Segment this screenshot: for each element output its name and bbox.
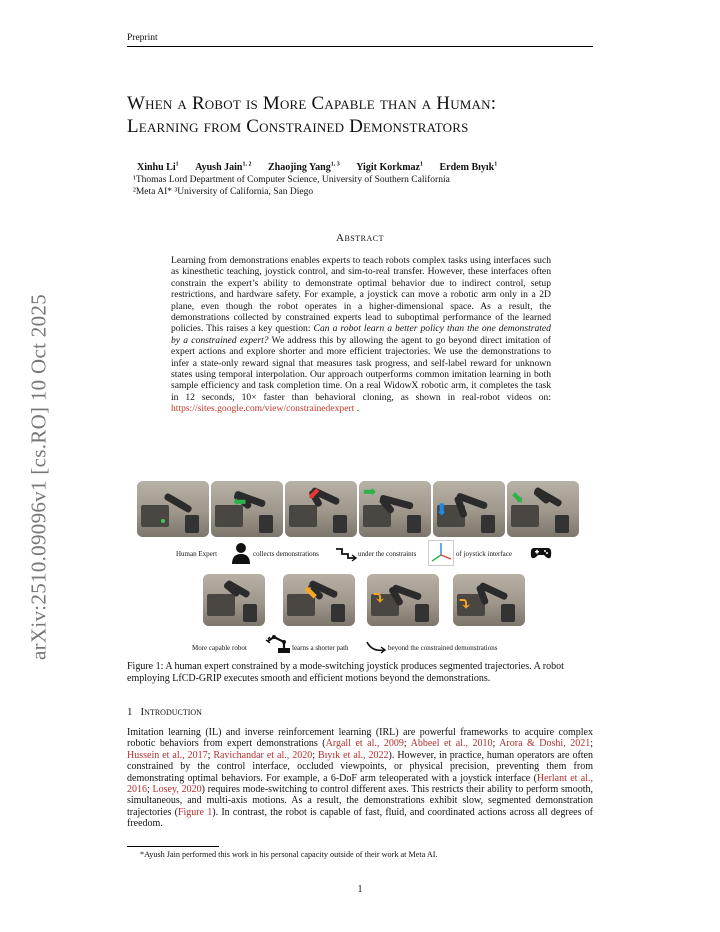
page-number: 1 <box>357 884 363 895</box>
author: Xinhu Li$^1$ <box>137 162 179 174</box>
title-line-1: When a Robot is More Capable than a Human: <box>127 93 497 114</box>
figure-panel-1 <box>137 481 209 537</box>
figure-caption: Figure 1: A human expert constrained by a mode-switching joystick produces segmented trajectories. A robot employing LfCD-GRIP executes smooth and efficient motions beyond the demonstrations. <box>127 661 564 684</box>
citation-link[interactable]: Bıyık et al., 2022 <box>317 749 389 761</box>
label-collects: collects demonstrations <box>253 550 319 558</box>
abstract-heading: Abstract <box>336 232 384 244</box>
label-learns-shorter-path: learns a shorter path <box>292 644 349 652</box>
figure-panel-3 <box>285 481 357 537</box>
running-head: Preprint <box>127 33 158 43</box>
gamepad-icon <box>530 546 552 560</box>
arrow-right-icon: ➡ <box>363 484 377 501</box>
citation-link[interactable]: Argall et al., 2009 <box>325 738 404 750</box>
label-joystick: of joystick interface <box>456 550 512 558</box>
affiliation-line-2: ²Meta AI* ³University of California, San Diego <box>133 187 314 197</box>
citation-link[interactable]: Abbeel et al., 2010 <box>410 738 493 750</box>
curved-arrow-icon: ⬉ <box>303 582 319 602</box>
arrow-left-icon: ⬅ <box>233 494 247 511</box>
footnote-rule <box>127 846 219 847</box>
arrow-down-icon: ⬇ <box>435 502 449 519</box>
robot-arm-icon <box>264 634 292 654</box>
arrow-right-down-icon: ⬊ <box>511 490 525 507</box>
figure-panel-4 <box>359 481 431 537</box>
curved-arrow-icon: ⤵ <box>371 588 387 608</box>
affiliation-line-1: ¹Thomas Lord Department of Computer Science, University of Southern California <box>133 175 450 185</box>
figure-panel-9 <box>367 574 439 626</box>
label-beyond-demonstrations: beyond the constrained demonstrations <box>388 644 498 652</box>
figure-panel-5 <box>433 481 505 537</box>
abstract-body: Learning from demonstrations enables experts to teach robots complex tasks using interfaces such as kinesthetic teaching, joystick control, and sim-to-real transfer. However, these interfaces often constrain the expert’s ability to demonstrate optimal behavior due to indirect control, setup restrictions, and hardware safety. For example, a joystick can move a robotic arm only in a 2D plane, even though the robot operates in a higher-dimensional space. As a result, the demonstrations collected by constrained experts lead to suboptimal performance of the learned policies. This raises a key question: Can a robot learn a better policy than the one demonstrated by a constrained expert? We address this by allowing the agent to go beyond direct imitation of expert actions and explore shorter and more efficient trajectories. We use the demonstrations to infer a state-only reward signal that measures task progress, and self-label reward for unknown states using temporal interpolation. Our approach outperforms common imitation learning in both sample efficiency and task completion time. On a real WidowX robotic arm, it completes the task in 12 seconds, 10× faster than behavioral cloning, as shown in real-robot videos on: https://sites.google.com/view/constrainedexpert . <box>171 255 551 415</box>
axes-icon <box>428 540 454 566</box>
label-human-expert: Human Expert <box>176 550 218 558</box>
figure-panel-8 <box>283 574 355 626</box>
project-url-link[interactable]: https://sites.google.com/view/constrainedexpert <box>171 403 355 415</box>
figure-panel-2 <box>211 481 283 537</box>
label-constraints: under the constraints <box>358 550 417 558</box>
citation-link[interactable]: Herlant et al., 2016 <box>127 772 593 796</box>
section-heading: 1 Introduction <box>127 706 202 718</box>
figure-panel-10 <box>453 574 525 626</box>
title-line-2: Learning from Constrained Demonstrators <box>127 116 469 137</box>
curved-path-icon <box>366 640 388 654</box>
paper-title <box>127 92 607 138</box>
intro-paragraph: Imitation learning (IL) and inverse reinforcement learning (IRL) are powerful frameworks to acquire complex robotic behaviors from expert demonstrations (Argall et al., 2009; Abbeel et al., 2010; Arora & Doshi, 2021; Hussein et al., 2017; Ravichandar et al., 2020; Bıyık et al., 2022). However, in practice, human operators are often constrained by the control interface, occluded viewpoints, or physical precision, preventing them from demonstrating optimal behaviors. For example, a 6-DoF arm teleoperated with a joystick interface (Herlant et al., 2016; Losey, 2020) requires mode-switching to control different axes. This restricts their ability to perform smooth, simultaneous, and multi-axis motions. As a result, the demonstrations exhibit slow, segmented demonstration trajectories (Figure 1). In contrast, the robot is capable of fast, fluid, and coordinated actions across all degrees of freedom. <box>127 727 594 830</box>
arrow-diagonal-icon: ⬋ <box>307 486 321 503</box>
figure-reference-link[interactable]: Figure 1 <box>177 806 213 818</box>
arxiv-stamp: arXiv:2510.09096v1 [cs.RO] 10 Oct 2025 <box>26 293 51 661</box>
curved-arrow-icon: ⤵ <box>457 594 473 614</box>
segmented-path-icon <box>335 546 357 562</box>
citation-link[interactable]: Hussein et al., 2017 <box>127 749 208 761</box>
figure-panel-7 <box>203 574 265 626</box>
citation-link[interactable]: Arora & Doshi, 2021 <box>499 738 591 750</box>
footnote: *Ayush Jain performed this work in his personal capacity outside of their work at Meta AI. <box>140 850 438 859</box>
citation-link[interactable]: Losey, 2020 <box>152 784 202 796</box>
author: Yigit Korkmaz$^1$ <box>356 162 423 174</box>
figure-panel-6 <box>507 481 579 537</box>
author: Erdem Bıyık$^1$ <box>439 162 498 174</box>
citation-link[interactable]: Ravichandar et al., 2020 <box>213 749 313 761</box>
label-more-capable-robot: More capable robot <box>192 644 247 652</box>
author: Zhaojing Yang$^{1, 3}$ <box>267 162 340 174</box>
author: Ayush Jain$^{1, 2}$ <box>195 162 252 174</box>
person-icon <box>231 542 251 564</box>
header-rule <box>127 46 593 47</box>
author-list <box>137 162 511 173</box>
